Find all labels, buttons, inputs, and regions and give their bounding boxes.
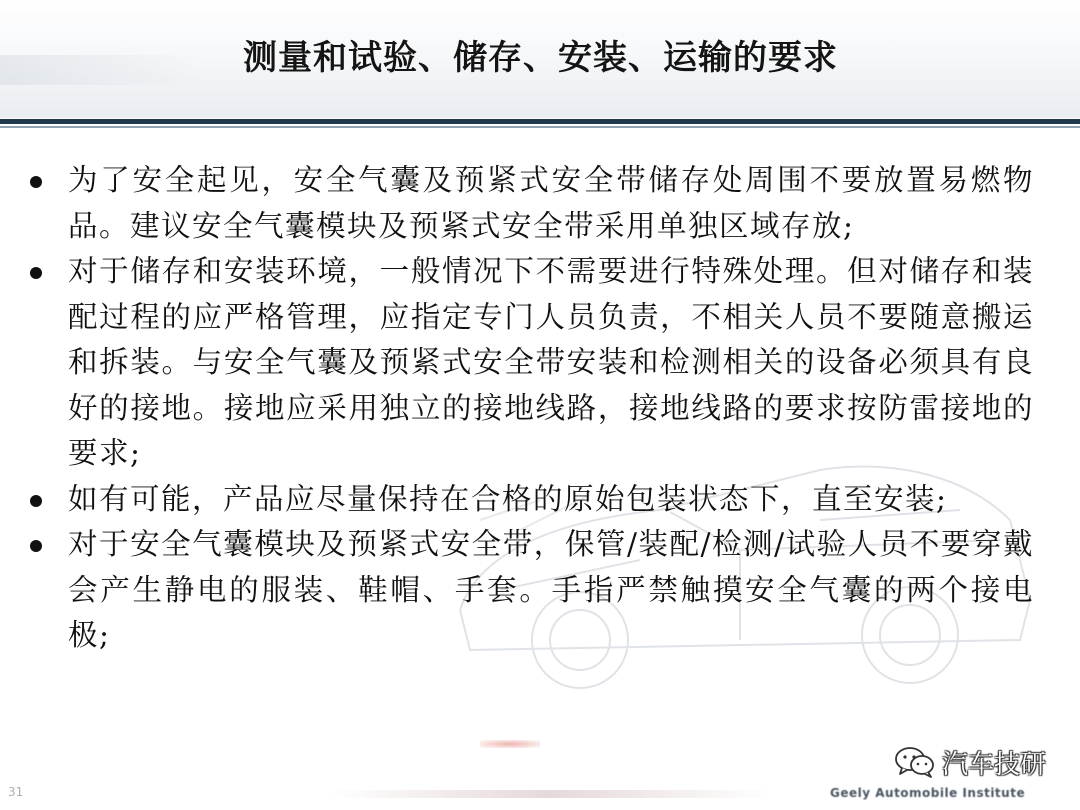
title-divider: [0, 119, 1080, 124]
bullet-text: 对于安全气囊模块及预紧式安全带，保管/装配/检测/试验人员不要穿戴会产生静电的服装、鞋帽、手套。手指严禁触摸安全气囊的两个接电极;: [68, 527, 1034, 652]
title-divider-light: [0, 126, 1080, 128]
footer-org: Geely Automobile Institute: [830, 786, 1026, 800]
watermark-label: 汽车技研: [942, 749, 1047, 780]
bullet-item: [24, 522, 1034, 659]
slide-title: 测量和试验、储存、安装、运输的要求: [243, 38, 838, 78]
bullet-dot: [30, 176, 42, 188]
wechat-watermark: [888, 742, 1056, 782]
wechat-icon: [894, 745, 936, 779]
bullet-text: 如有可能，产品应尽量保持在合格的原始包装状态下，直至安装;: [68, 481, 948, 516]
bullet-item: [24, 158, 1034, 249]
bullet-list: [24, 158, 1034, 702]
bullet-dot: [30, 267, 42, 279]
footer-decoration: [330, 790, 770, 798]
bullet-dot: [30, 540, 42, 552]
footer-decoration: [480, 740, 540, 748]
bullet-item: [24, 477, 1034, 523]
page-number: 31: [8, 785, 24, 799]
bullet-text: 对于储存和安装环境，一般情况下不需要进行特殊处理。但对储存和装配过程的应严格管理，应指定专门人员负责，不相关人员不要随意搬运和拆装。与安全气囊及预紧式安全带安装和检测相关的设备必须具有良好的接地。接地应采用独立的接地线路，接地线路的要求按防雷接地的要求;: [68, 254, 1034, 470]
bullet-text: 为了安全起见，安全气囊及预紧式安全带储存处周围不要放置易燃物品。建议安全气囊模块及预紧式安全带采用单独区域存放;: [68, 163, 1034, 243]
bullet-item: [24, 249, 1034, 477]
bullet-dot: [30, 495, 42, 507]
